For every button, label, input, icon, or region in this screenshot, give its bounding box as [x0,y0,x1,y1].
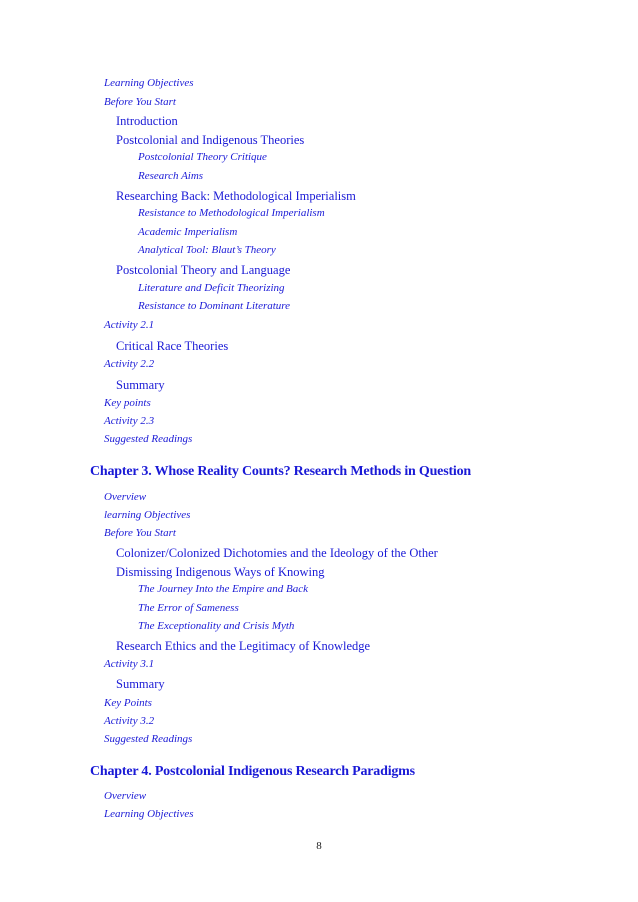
toc-entry[interactable]: Dismissing Indigenous Ways of Knowing [116,565,325,579]
toc-entry[interactable]: Researching Back: Methodological Imperialism [116,189,356,203]
toc-entry[interactable]: Before You Start [104,96,176,108]
toc-entry[interactable]: Summary [116,378,165,392]
toc-entry[interactable]: Colonizer/Colonized Dichotomies and the Ideology of the Other [116,546,438,560]
toc-entry[interactable]: Postcolonial and Indigenous Theories [116,133,305,147]
toc-entry[interactable]: Resistance to Dominant Literature [138,300,291,312]
toc-entry[interactable]: Introduction [116,114,178,128]
page-number: 8 [316,840,322,852]
toc-entry[interactable]: Activity 3.1 [104,658,155,670]
toc-entry[interactable]: Overview [104,790,147,802]
toc-entry[interactable]: Postcolonial Theory Critique [138,151,267,163]
toc-entry[interactable]: Academic Imperialism [138,226,238,238]
toc-entry[interactable]: The Journey Into the Empire and Back [138,583,309,595]
toc-entry[interactable]: Analytical Tool: Blaut’s Theory [138,244,276,256]
toc-entry[interactable]: learning Objectives [104,509,191,521]
toc-entry[interactable]: Literature and Deficit Theorizing [138,282,285,294]
toc-entry[interactable]: Before You Start [104,527,176,539]
toc-entry[interactable]: Key Points [104,697,152,709]
toc-entry[interactable]: Activity 2.2 [104,358,155,370]
toc-entry[interactable]: Critical Race Theories [116,339,229,353]
chapter-heading[interactable]: Chapter 4. Postcolonial Indigenous Research Paradigms [90,764,415,779]
toc-entry[interactable]: Key points [104,397,151,409]
toc-entry[interactable]: Learning Objectives [104,808,194,820]
toc-entry[interactable]: Research Aims [138,170,204,182]
toc-entry[interactable]: The Exceptionality and Crisis Myth [138,620,295,632]
toc-entry[interactable]: Activity 2.1 [104,319,155,331]
toc-entry[interactable]: Postcolonial Theory and Language [116,263,291,277]
toc-entry[interactable]: Research Ethics and the Legitimacy of Knowledge [116,639,371,653]
toc-entry[interactable]: Suggested Readings [104,733,193,745]
chapter-heading[interactable]: Chapter 3. Whose Reality Counts? Research Methods in Question [90,464,471,479]
toc-entry[interactable]: Summary [116,677,165,691]
toc-entry[interactable]: Learning Objectives [104,77,194,89]
toc-entry[interactable]: Resistance to Methodological Imperialism [138,207,325,219]
toc-entry[interactable]: Activity 2.3 [104,415,155,427]
toc-entry[interactable]: Overview [104,491,147,503]
toc-entry[interactable]: Suggested Readings [104,433,193,445]
toc-entry[interactable]: Activity 3.2 [104,715,155,727]
toc-entry[interactable]: The Error of Sameness [138,602,239,614]
